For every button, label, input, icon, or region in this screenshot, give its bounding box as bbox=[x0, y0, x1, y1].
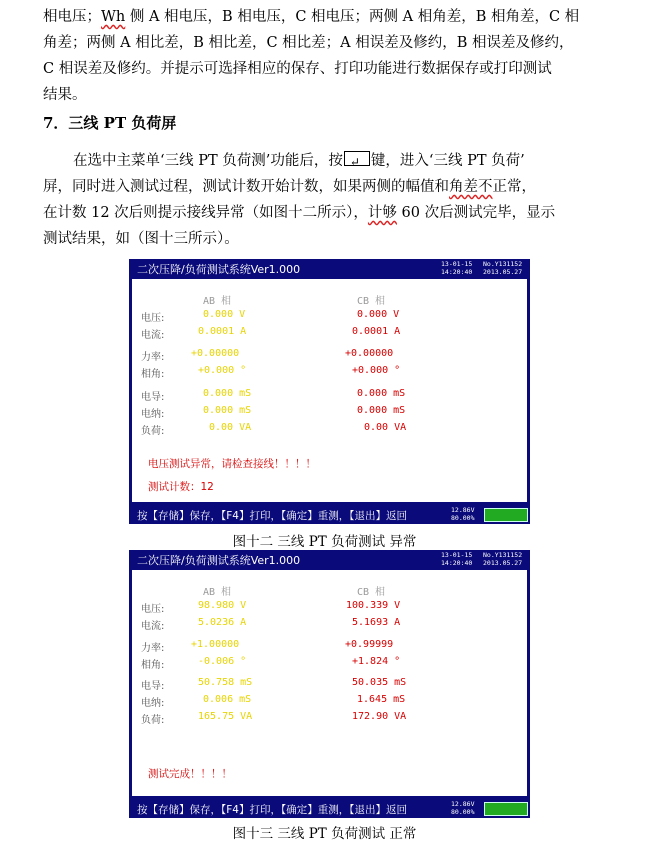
battery-voltage: 12.86V bbox=[451, 800, 475, 808]
text-span: 在计数 12 次后则提示接线异常（如图十二所示）， bbox=[43, 205, 368, 221]
test-count: 测试计数：12 bbox=[148, 481, 214, 493]
power-factor-label: 力率: bbox=[141, 352, 165, 363]
text-span: 键，进入‘三线 PT 负荷’ bbox=[370, 153, 525, 169]
susceptance-label: 电纳: bbox=[141, 409, 165, 420]
battery-percent: 80.00% bbox=[451, 808, 475, 816]
ab-voltage: 0.000 V bbox=[203, 309, 246, 320]
cb-voltage: 0.000 V bbox=[357, 309, 400, 320]
spellcheck-word: Wh bbox=[101, 9, 126, 25]
text-span: 正常， bbox=[492, 179, 536, 195]
ab-current: 0.0001 A bbox=[198, 326, 247, 337]
cb-susceptance: 0.000 mS bbox=[357, 405, 406, 416]
screen-datetime bbox=[441, 260, 472, 276]
ab-susceptance: 0.006 mS bbox=[203, 694, 252, 705]
para2-line4: 测试结果，如（图十三所示）。 bbox=[43, 231, 239, 247]
ab-susceptance: 0.000 mS bbox=[203, 405, 252, 416]
figure-caption-12: 图十二 三线 PT 负荷测试 异常 bbox=[232, 534, 417, 550]
para2-line2 bbox=[43, 174, 621, 200]
screen-footer bbox=[129, 798, 530, 818]
cb-current: 0.0001 A bbox=[352, 326, 401, 337]
current-label: 电流: bbox=[141, 621, 165, 632]
battery-voltage: 12.86V bbox=[451, 506, 475, 514]
serial: No.Y131152 bbox=[483, 551, 523, 559]
key-hints: 按【存储】保存，【F4】打印，【确定】重测，【退出】返回 bbox=[137, 510, 407, 522]
battery-icon bbox=[484, 508, 528, 522]
battery-readout bbox=[451, 800, 474, 816]
ab-load: 0.00 VA bbox=[209, 422, 252, 433]
column-cb: CB 相 bbox=[357, 587, 386, 598]
battery-readout bbox=[451, 506, 474, 522]
text-span: 在选中主菜单‘三线 PT 负荷测’功能后，按 bbox=[73, 153, 343, 169]
cb-susceptance: 1.645 mS bbox=[357, 694, 406, 705]
ab-power-factor: +0.00000 bbox=[191, 348, 240, 359]
para1-line4: 结果。 bbox=[43, 87, 87, 103]
ab-conductance: 0.000 mS bbox=[203, 388, 252, 399]
time: 14:20:40 bbox=[441, 559, 473, 567]
body-paragraph bbox=[43, 148, 621, 252]
para2-line1 bbox=[43, 148, 621, 174]
voltage-label: 电压: bbox=[141, 604, 165, 615]
ab-voltage: 98.980 V bbox=[198, 600, 247, 611]
column-ab: AB 相 bbox=[203, 296, 232, 307]
cb-conductance: 0.000 mS bbox=[357, 388, 406, 399]
ab-phase-angle: +0.000 ° bbox=[198, 365, 247, 376]
screen-datetime bbox=[441, 551, 472, 567]
power-factor-label: 力率: bbox=[141, 643, 165, 654]
serial: No.Y131152 bbox=[483, 260, 523, 268]
screen-header bbox=[129, 550, 530, 569]
screen-body bbox=[132, 279, 527, 502]
phase-angle-label: 相角: bbox=[141, 660, 165, 671]
date: 13-01-15 bbox=[441, 551, 473, 559]
screen-header bbox=[129, 259, 530, 278]
para1-line1 bbox=[43, 4, 621, 30]
error-message: 电压测试异常，请检查接线！！！！ bbox=[148, 458, 316, 470]
cb-current: 5.1693 A bbox=[352, 617, 401, 628]
conductance-label: 电导: bbox=[141, 392, 165, 403]
cb-load: 172.90 VA bbox=[352, 711, 407, 722]
time: 14:20:40 bbox=[441, 268, 473, 276]
complete-message: 测试完成！！！！ bbox=[148, 768, 232, 780]
date: 13-01-15 bbox=[441, 260, 473, 268]
text-span: 屏，同时进入测试过程，测试计数开始计数，如果两侧的幅值和 bbox=[43, 179, 449, 195]
cb-load: 0.00 VA bbox=[364, 422, 407, 433]
susceptance-label: 电纳: bbox=[141, 698, 165, 709]
screen-title: 二次压降/负荷测试系统Ver1.000 bbox=[137, 554, 301, 567]
conductance-label: 电导: bbox=[141, 681, 165, 692]
text-span: 侧 A 相电压，B 相电压，C 相电压；两侧 A 相角差，B 相角差，C 相 bbox=[125, 9, 580, 25]
screen-footer bbox=[129, 504, 530, 524]
cb-phase-angle: +0.000 ° bbox=[352, 365, 401, 376]
column-cb: CB 相 bbox=[357, 296, 386, 307]
screen-body bbox=[132, 570, 527, 796]
figure-caption-13: 图十三 三线 PT 负荷测试 正常 bbox=[232, 826, 417, 842]
serial-date: 2013.05.27 bbox=[483, 268, 523, 276]
text-span: 相电压； bbox=[43, 9, 101, 25]
ab-conductance: 50.758 mS bbox=[198, 677, 253, 688]
para1-line3: C 相误差及修约。并提示可选择相应的保存、打印功能进行数据保存或打印测试 bbox=[43, 61, 552, 77]
key-hints: 按【存储】保存，【F4】打印，【确定】重测，【退出】返回 bbox=[137, 804, 407, 816]
voltage-label: 电压: bbox=[141, 313, 165, 324]
ab-phase-angle: -0.006 ° bbox=[198, 656, 247, 667]
cb-power-factor: +0.99999 bbox=[345, 639, 394, 650]
enter-key-icon bbox=[344, 151, 370, 166]
para2-line3 bbox=[43, 200, 621, 226]
device-screen-abnormal bbox=[129, 259, 530, 524]
cb-conductance: 50.035 mS bbox=[352, 677, 407, 688]
device-number bbox=[483, 551, 522, 567]
phase-angle-label: 相角: bbox=[141, 369, 165, 380]
cb-power-factor: +0.00000 bbox=[345, 348, 394, 359]
cb-voltage: 100.339 V bbox=[346, 600, 401, 611]
load-label: 负荷: bbox=[141, 715, 165, 726]
screen-title: 二次压降/负荷测试系统Ver1.000 bbox=[137, 263, 301, 276]
device-screen-normal bbox=[129, 550, 530, 818]
serial-date: 2013.05.27 bbox=[483, 559, 523, 567]
ab-power-factor: +1.00000 bbox=[191, 639, 240, 650]
spellcheck-word: 计够 bbox=[367, 205, 397, 221]
battery-percent: 80.00% bbox=[451, 514, 475, 522]
battery-icon bbox=[484, 802, 528, 816]
intro-paragraph bbox=[43, 4, 621, 108]
current-label: 电流: bbox=[141, 330, 165, 341]
ab-load: 165.75 VA bbox=[198, 711, 253, 722]
device-number bbox=[483, 260, 522, 276]
load-label: 负荷: bbox=[141, 426, 165, 437]
cb-phase-angle: +1.824 ° bbox=[352, 656, 401, 667]
para1-line2: 角差；两侧 A 相比差，B 相比差，C 相比差；A 相误差及修约，B 相误差及修约， bbox=[43, 35, 574, 51]
column-ab: AB 相 bbox=[203, 587, 232, 598]
text-span: 60 次后测试完毕，显示 bbox=[396, 205, 556, 221]
ab-current: 5.0236 A bbox=[198, 617, 247, 628]
spellcheck-word: 角差不 bbox=[449, 179, 493, 195]
section-heading: 7．三线 PT 负荷屏 bbox=[43, 114, 177, 132]
